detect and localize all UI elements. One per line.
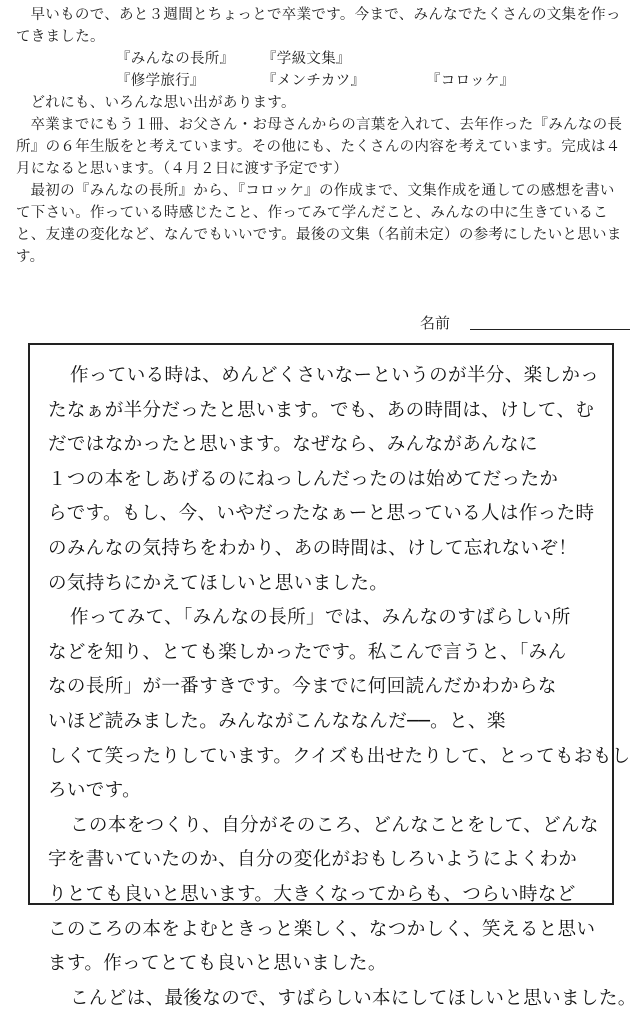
- answer-line: ます。作ってとても良いと思いました。: [48, 953, 387, 975]
- intro-paragraph: 早いもので、あと３週間とちょっとで卒業です。今まで、みんなでたくさんの文集を作ってきました。: [16, 7, 621, 45]
- title-minna-no-chosho: 『みんなの長所』: [116, 51, 235, 67]
- answer-line: なの長所」が一番すきです。今までに何回読んだかわからな: [48, 676, 557, 698]
- plan-paragraph: 卒業までにもう１冊、お父さん・お母さんからの言葉を入れて、去年作った『みんなの長所』の６年生版をと考えています。その他にも、たくさんの内容を考えています。完成は４月になると思います。（４月２日に渡す予定です）: [16, 117, 623, 177]
- request-paragraph: 最初の『みんなの長所』から、『コロッケ』の作成まで、文集作成を通しての感想を書いて下さい。作っている時感じたこと、作ってみて学んだこと、みんなの中に生きていること、友達の変化など、なんでもいいです。最後の文集（名前未定）の参考にしたいと思います。: [16, 183, 622, 265]
- instruction-text: [16, 4, 628, 268]
- answer-line: いほど読みました。みんながこんななんだ──。と、楽: [48, 710, 506, 732]
- answer-line: などを知り、とても楽しかったです。私こんで言うと、「みん: [48, 641, 567, 663]
- title-shugaku-ryoko: 『修学旅行』: [116, 73, 205, 89]
- title-korokke: 『コロッケ』: [426, 73, 515, 89]
- answer-line: ろいです。: [48, 780, 142, 802]
- answer-line: たなぁが半分だったと思います。でも、あの時間は、けして、む: [48, 399, 595, 421]
- answer-line: のみんなの気持ちをわかり、あの時間は、けして忘れないぞ！: [48, 537, 578, 559]
- answer-line: このころの本をよむときっと楽しく、なつかしく、笑えると思い: [48, 918, 596, 940]
- answer-line: この本をつくり、自分がそのころ、どんなことをして、どんな: [70, 814, 599, 836]
- handwritten-answer: [48, 359, 637, 1016]
- handwritten-answer-box: [28, 343, 637, 1009]
- name-field: [420, 312, 630, 334]
- answer-line: １つの本をしあげるのにねっしんだったのは始めてだったか: [48, 468, 559, 490]
- answer-line: りとても良いと思います。大きくなってからも、つらい時など: [48, 883, 576, 905]
- title-menchikatsu: 『メンチカツ』: [262, 73, 366, 89]
- anthology-title-list: [16, 48, 628, 92]
- answer-line: しくて笑ったりしています。クイズも出せたりして、とってもおもし: [48, 745, 631, 767]
- answer-line: 作っている時は、めんどくさいなーというのが半分、楽しかっ: [70, 365, 600, 386]
- answer-line: こんどは、最後なので、すばらしい本にしてほしいと思いました。: [70, 987, 637, 1009]
- answer-line: 作ってみて、「みんなの長所」では、みんなのすばらしい所: [70, 607, 571, 629]
- answer-line: だではなかったと思います。なぜなら、みんながあんなに: [48, 434, 538, 456]
- name-underline: [470, 329, 630, 330]
- title-gakkyu-bunshu: 『学級文集』: [262, 51, 351, 67]
- answer-line: の気持ちにかえてほしいと思いました。: [48, 572, 389, 594]
- answer-line: らです。もし、今、いやだったなぁーと思っている人は作った時: [48, 503, 595, 525]
- name-label: 名前: [420, 314, 451, 332]
- memories-paragraph: どれにも、いろんな思い出があります。: [30, 95, 296, 111]
- answer-line: 字を書いていたのか、自分の変化がおもしろいようによくわか: [48, 849, 578, 871]
